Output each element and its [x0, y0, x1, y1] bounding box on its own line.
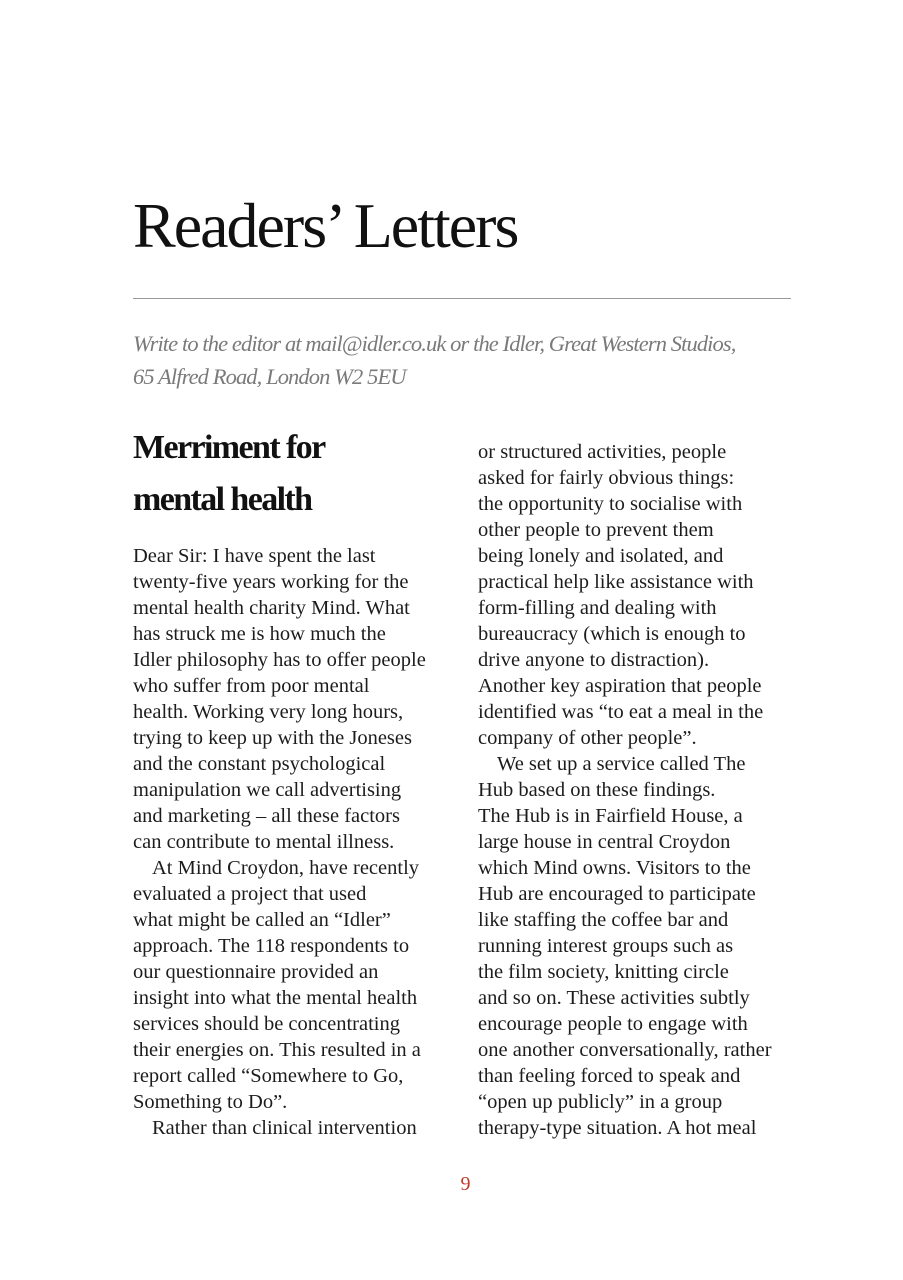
- text-line: running interest groups such as: [478, 935, 734, 957]
- text-line: and so on. These activities subtly: [478, 987, 750, 1009]
- article-right-column: [478, 439, 772, 1141]
- text-line: their energies on. This resulted in a: [133, 1039, 421, 1061]
- text-line: Hub are encouraged to participate: [478, 883, 756, 905]
- text-line: bureaucracy (which is enough to: [478, 623, 746, 645]
- headline-line-2: mental health: [133, 481, 312, 518]
- text-line: encourage people to engage with: [478, 1013, 748, 1035]
- text-line: being lonely and isolated, and: [478, 545, 724, 567]
- text-line: services should be concentrating: [133, 1013, 400, 1035]
- text-line: one another conversationally, rather: [478, 1039, 772, 1061]
- text-line: and marketing – all these factors: [133, 805, 400, 827]
- text-line: Hub based on these findings.: [478, 779, 716, 801]
- text-line: large house in central Croydon: [478, 831, 731, 853]
- text-line: insight into what the mental health: [133, 987, 418, 1009]
- text-line: which Mind owns. Visitors to the: [478, 857, 751, 879]
- text-line: the opportunity to socialise with: [478, 493, 743, 515]
- text-line: “open up publicly” in a group: [478, 1091, 723, 1113]
- text-line: other people to prevent them: [478, 519, 714, 541]
- section-title: Readers’ Letters: [133, 190, 518, 261]
- text-line: mental health charity Mind. What: [133, 597, 410, 619]
- text-line: health. Working very long hours,: [133, 701, 404, 723]
- text-line: company of other people”.: [478, 727, 697, 749]
- headline-line-1: Merriment for: [133, 429, 325, 466]
- text-line: can contribute to mental illness.: [133, 831, 395, 853]
- text-line: has struck me is how much the: [133, 623, 386, 645]
- text-line: identified was “to eat a meal in the: [478, 701, 764, 723]
- article-headline: [133, 422, 325, 526]
- title-divider: [133, 298, 791, 299]
- text-line: form-filling and dealing with: [478, 597, 717, 619]
- contact-info: [133, 327, 793, 393]
- text-line: The Hub is in Fairfield House, a: [478, 805, 743, 827]
- page-number: 9: [460, 1173, 471, 1195]
- text-line: therapy-type situation. A hot meal: [478, 1117, 757, 1139]
- text-line: manipulation we call advertising: [133, 779, 402, 801]
- text-line: our questionnaire provided an: [133, 961, 379, 983]
- text-line: or structured activities, people: [478, 441, 727, 463]
- text-line: than feeling forced to speak and: [478, 1065, 741, 1087]
- text-line: the film society, knitting circle: [478, 961, 729, 983]
- text-line: asked for fairly obvious things:: [478, 467, 735, 489]
- text-line: Another key aspiration that people: [478, 675, 762, 697]
- text-line: and the constant psychological: [133, 753, 386, 775]
- text-line: trying to keep up with the Joneses: [133, 727, 412, 749]
- text-line: practical help like assistance with: [478, 571, 754, 593]
- text-line: who suffer from poor mental: [133, 675, 370, 697]
- text-line: twenty-five years working for the: [133, 571, 409, 593]
- contact-line-2: 65 Alfred Road, London W2 5EU: [133, 364, 406, 389]
- text-line: drive anyone to distraction).: [478, 649, 710, 671]
- text-line: like staffing the coffee bar and: [478, 909, 729, 931]
- text-line: Idler philosophy has to offer people: [133, 649, 426, 671]
- text-line: evaluated a project that used: [133, 883, 367, 905]
- text-line: approach. The 118 respondents to: [133, 935, 410, 957]
- text-line-indented: We set up a service called The: [497, 753, 746, 775]
- text-line-indented: At Mind Croydon, have recently: [152, 857, 420, 879]
- text-line: report called “Somewhere to Go,: [133, 1065, 404, 1087]
- contact-line-1: Write to the editor at mail@idler.co.uk or the Idler, Great Western Studios,: [133, 331, 736, 356]
- text-line: Something to Do”.: [133, 1091, 288, 1113]
- text-line: what might be called an “Idler”: [133, 909, 391, 931]
- text-line: Dear Sir: I have spent the last: [133, 545, 376, 567]
- article-left-column: [133, 543, 426, 1141]
- text-line-indented: Rather than clinical intervention: [152, 1117, 417, 1139]
